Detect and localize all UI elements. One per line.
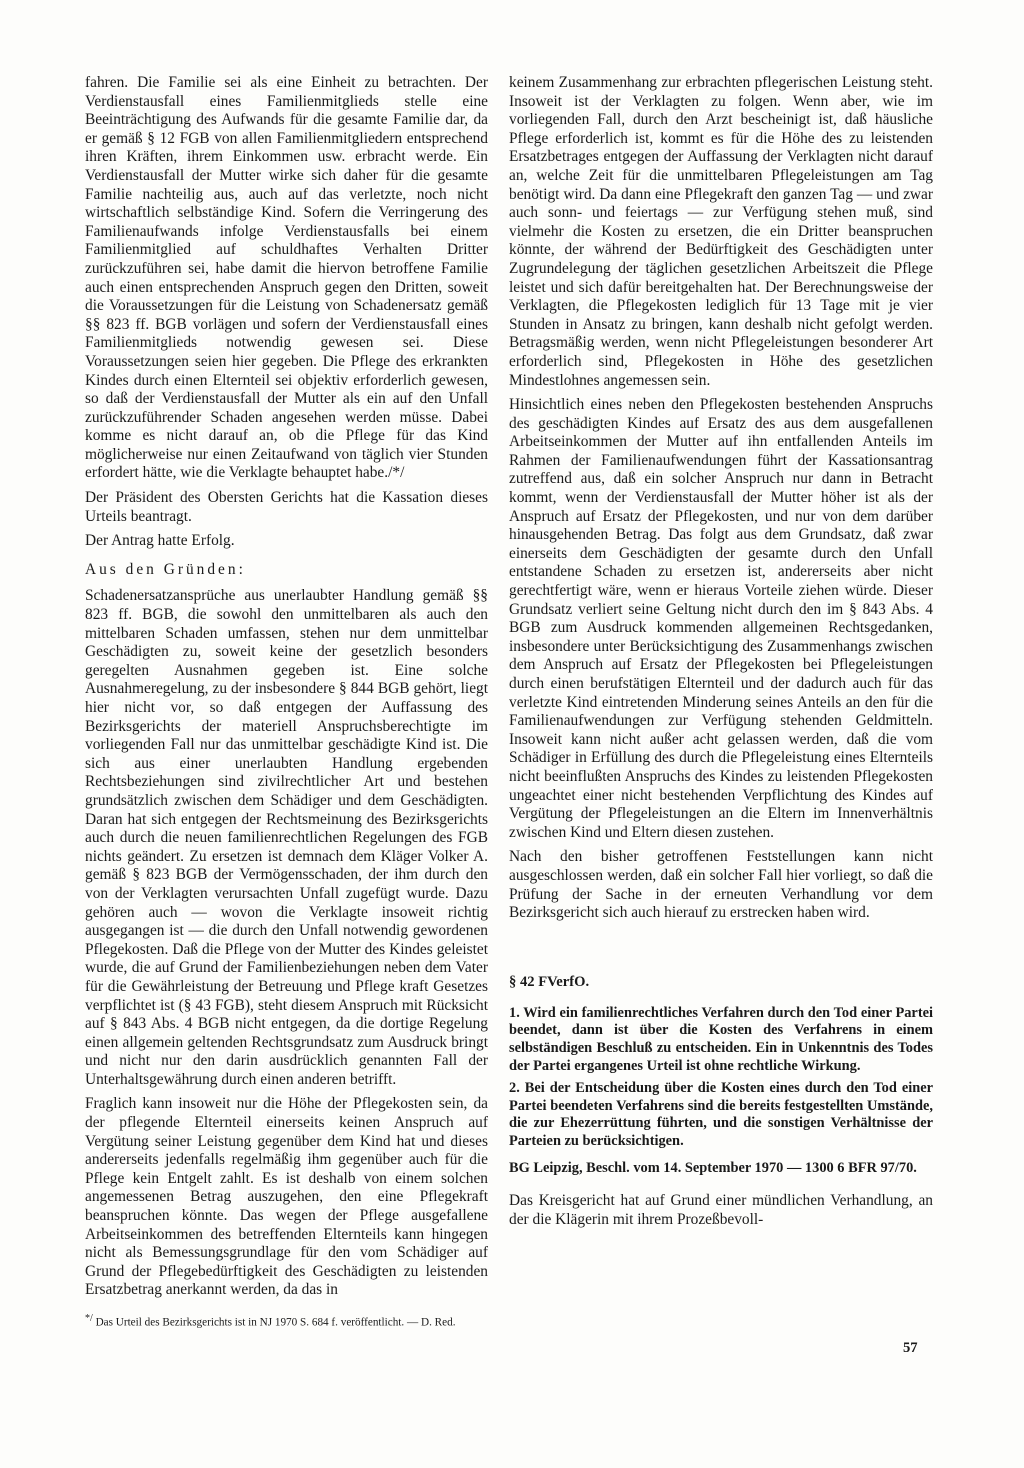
footnote-text: Das Urteil des Bezirksgerichts ist in NJ 1970 S. 684 f. veröffentlicht. — D. Red. [95, 1316, 456, 1329]
headnote: 1. Wird ein familienrechtliches Verfahren durch den Tod einer Partei beendet, dann ist über die Kosten des Verfahrens in einem selbständigen Beschluß zu entscheiden. Ein in Unkenntnis des Todes der Partei ergangenes Urteil ist ohne rechtliche Wirkung. [509, 1004, 933, 1074]
body-paragraph: Nach den bisher getroffenen Feststellungen kann nicht ausgeschlossen werden, daß ein solcher Fall hier vorliegt, so daß die Prüfung der Sache in der erneuten Verhandlung vor dem Bezirksgericht sich auch hierauf zu erstrecken haben wird. [509, 848, 933, 922]
right-column [509, 74, 933, 1235]
left-column [85, 74, 488, 1330]
grounds-heading: Aus den Gründen: [85, 560, 246, 578]
body-paragraph: Das Kreisgericht hat auf Grund einer mündlichen Verhandlung, an der die Klägerin mit ihrem Prozeßbevoll- [509, 1192, 933, 1228]
section-heading: § 42 FVerfO. [509, 973, 590, 990]
body-paragraph: keinem Zusammenhang zur erbrachten pflegerischen Leistung steht. Insoweit ist der Verklagten zu folgen. Wenn aber, wie im vorliegenden Fall, durch den Arzt bescheinigt ist, daß häusliche Pflege erforderlich ist, kommt es für die Höhe des zu leistenden Ersatzbetrages entgegen der Auffassung der Verklagten nicht darauf an, welche Zeit für die unmittelbaren Pflegeleistungen am Tag benötigt wird. Da dann eine Pflegekraft den ganzen Tag — und zwar auch sonn- und feiertags — zur Verfügung stehen muß, sind vielmehr die Kosten zu ersetzen, die ein Dritter beanspruchen könnte, der während der Bedürftigkeit des Geschädigten unter Zugrundelegung der täglichen gesetzlichen Arbeitszeit die Pflege leistet und sich dafür bereitgehalten hat. Der Berechnungsweise der Verklagten, die Pflegekosten lediglich für 13 Tage mit je vier Stunden in Ansatz zu bringen, kann deshalb nicht gefolgt werden. Betragsmäßig werden, wenn nicht Pflegeleistungen besonderer Art erforderlich sind, Pflegekosten in Höhe des gesetzlichen Mindestlohnes angemessen sein. [509, 74, 933, 389]
court-reference: BG Leipzig, Beschl. vom 14. September 1970 — 1300 6 BFR 97/70. [509, 1160, 917, 1177]
body-paragraph: Hinsichtlich eines neben den Pflegekosten bestehenden Anspruchs des geschädigten Kindes auf Ersatz des aus dem ausgefallenen Arbeitseinkommen der Mutter auf ihn entfallenden Anteils im Rahmen der Familienaufwendungen führt der Kassationsantrag zutreffend aus, daß ein solcher Anspruch nur dann in Betracht kommt, wenn der Verdienstausfall der Mutter höher ist als der Anspruch auf Ersatz der Pflegekosten, und nur von dem darüber hinausgehenden Betrag. Das folgt aus dem Grundsatz, daß zwar einerseits dem Geschädigten der gesamte durch den Unfall entstandene Schaden zu ersetzen ist, andererseits aber nicht gerechtfertigt wäre, wenn er hieraus Vorteile ziehen würde. Dieser Grundsatz verliert seine Geltung nicht durch den im § 843 Abs. 4 BGB zum Ausdruck kommenden allgemeinen Rechtsgedanken, insbesondere unter Berücksichtigung des Zusammenhangs zwischen dem Anspruch auf Ersatz der Pflegekosten bei Pflegeleistungen durch einen berufstätigen Elternteil und der dadurch auch für das verletzte Kind eintretenden Minderung seines Anteils an den für die Familienaufwendungen zur Verfügung stehenden Geldmitteln. Insoweit kann nicht außer acht gelassen werden, daß die vom Schädiger in Erfüllung des durch die Pflegeleistung eines Elternteils nicht beeinflußten Anspruchs des Kindes zu leistenden Pflegekosten ungeachtet einer nicht bestehenden Verpflichtung des Kindes auf Vergütung der Pflegeleistungen an die Eltern im Innenverhältnis zwischen Kind und Eltern diesen zustehen. [509, 396, 933, 841]
body-paragraph: Fraglich kann insoweit nur die Höhe der Pflegekosten sein, da der pflegende Elternteil einerseits keinen Anspruch auf Vergütung seiner Leistung gegenüber dem Kind hat und dieses andererseits jedenfalls regelmäßig ihm gegenüber auch für die Pflege kein Entgelt zahlt. Es ist deshalb von einem solchen angemessenen Betrag auszugehen, den eine Pflegekraft beanspruchen könnte. Das wegen der Pflege ausgefallene Arbeitseinkommen des betreffenden Elternteils kann hingegen nicht als Bemessungsgrundlage für den vom Schädiger auf Grund der Pflegebedürftigkeit des Geschädigten zu leistenden Ersatzbetrag anerkannt werden, da das in [85, 1095, 488, 1299]
body-paragraph: Der Präsident des Obersten Gerichts hat die Kassation dieses Urteils beantragt. [85, 489, 488, 525]
footnote-marker: */ [85, 1313, 93, 1324]
body-paragraph: Schadenersatzansprüche aus unerlaubter Handlung gemäß §§ 823 ff. BGB, die sowohl den unmittelbaren als auch den mittelbaren Schaden umfassen, stehen nur dem unmittelbar Geschädigten zu, soweit keine der gesetzlich besonders geregelten Ausnahmen gegeben ist. Eine solche Ausnahmeregelung, zu der insbesondere § 844 BGB gehört, liegt hier nicht vor, so daß entgegen der Auffassung des Bezirksgerichts der materiell Anspruchsberechtigte im vorliegenden Fall nur das unmittelbar geschädigte Kind ist. Die sich aus einer unerlaubten Handlung ergebenden Rechtsbeziehungen sind zivilrechtlicher Art und bestehen grundsätzlich zwischen dem Schädiger und dem Geschädigten. Daran hat sich entgegen der Rechtsmeinung des Bezirksgerichts auch durch die neuen familienrechtlichen Regelungen des FGB nichts geändert. Zu ersetzen ist demnach dem Kläger Volker A. gemäß § 823 BGB der Vermögensschaden, der ihm durch den von der Verklagten verursachten Unfall zugefügt wurde. Dazu gehören auch — wovon die Verklagte insoweit richtig ausgegangen ist — die durch den Unfall notwendig gewordenen Pflegekosten. Daß die Pflege von der Mutter des Kindes geleistet wurde, die auf Grund der Familienbeziehungen neben dem Vater für die Gewährleistung der Betreuung und Pflege kraft Gesetzes verpflichtet ist (§ 43 FGB), steht diesem Anspruch mit Rücksicht auf § 843 Abs. 4 BGB nicht entgegen, da die dortige Regelung einen allgemein geltenden Rechtsgrundsatz zum Ausdruck bringt und nicht nur den darin ausdrücklich genannten Fall der Unterhaltsgewährung durch einen anderen betrifft. [85, 587, 488, 1088]
headnote: 2. Bei der Entscheidung über die Kosten eines durch den Tod einer Partei beendeten Verfahrens sind die bereits festgestellten Umstände, die zur Ehezerrüttung führten, und die sonstigen Verhältnisse der Parteien zu berücksichtigen. [509, 1080, 933, 1149]
body-paragraph: Der Antrag hatte Erfolg. [85, 532, 235, 550]
page-number: 57 [903, 1340, 918, 1356]
body-paragraph: fahren. Die Familie sei als eine Einheit zu betrachten. Der Verdienstausfall eines Familienmitglieds stelle eine Beeinträchtigung des Aufwands für die gesamte Familie dar, da er gemäß § 12 FGB von allen Familienmitgliedern entsprechend ihren Kräften, ihrem Einkommen usw. erbracht werde. Ein Verdienstausfall der Mutter wirke sich daher für die gesamte Familie nachteilig aus, auch auf das verletzte, noch nicht wirtschaftlich selbständige Kind. Sofern die Verringerung des Familienaufwands infolge Verdienstausfalls bei einem Familienmitglied auf schuldhaftes Verhalten Dritter zurückzuführen sei, habe damit die hiervon betroffene Familie auch einen entsprechenden Anspruch gegen den Dritten, soweit die Voraussetzungen für die Leistung von Schadenersatz gemäß §§ 823 ff. BGB vorlägen und sofern der Verdienstausfall eines Familienmitglieds notwendig gewesen sei. Diese Voraussetzungen seien hier gegeben. Die Pflege des erkrankten Kindes durch einen Elternteil sei objektiv erforderlich gewesen, so daß der Verdienstausfall der Mutter als ein auf den Unfall zurückzuführender Schaden angesehen werden müsse. Dabei komme es nicht darauf an, ob die Pflege für das Kind möglicherweise nur einen Zeitaufwand von täglich vier Stunden erfordert hätte, wie die Verklagte behauptet habe./*/ [85, 74, 488, 482]
footnote [85, 1312, 488, 1330]
